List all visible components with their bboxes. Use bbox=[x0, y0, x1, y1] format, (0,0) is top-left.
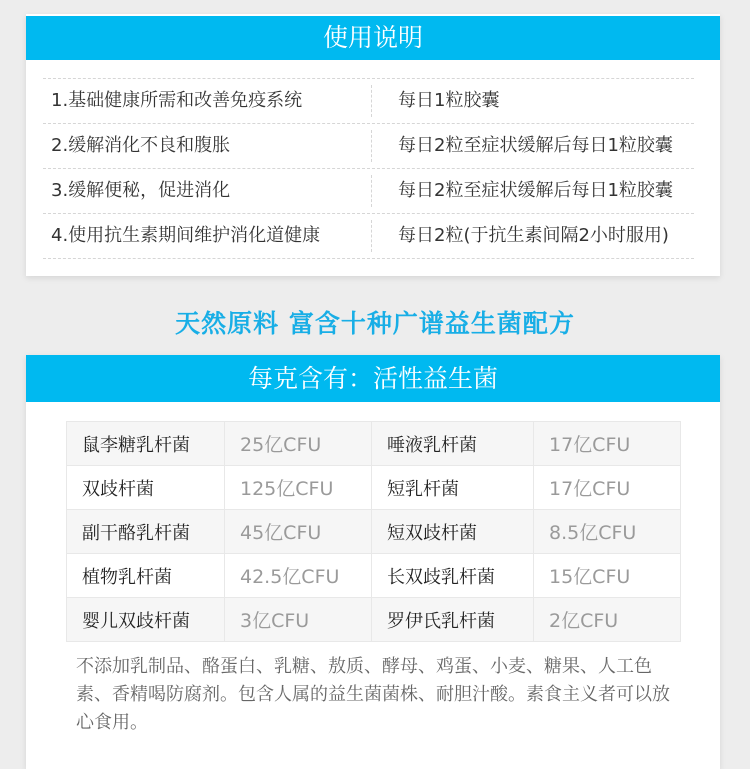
strain-amount: 42.5亿CFU bbox=[225, 554, 372, 598]
strain-amount: 3亿CFU bbox=[225, 598, 372, 642]
table-row bbox=[67, 598, 681, 642]
strain-name: 唾液乳杆菌 bbox=[372, 422, 534, 466]
usage-dosage: 每日1粒胶囊 bbox=[398, 90, 500, 111]
formula-headline: 天然原料 富含十种广谱益生菌配方 bbox=[175, 309, 575, 338]
strain-amount: 8.5亿CFU bbox=[534, 510, 681, 554]
usage-purpose: 1.基础健康所需和改善免疫系统 bbox=[51, 90, 303, 111]
usage-dosage: 每日2粒(于抗生素间隔2小时服用) bbox=[398, 225, 669, 246]
usage-purpose: 2.缓解消化不良和腹胀 bbox=[51, 135, 231, 156]
strain-title: 每克含有：活性益生菌 bbox=[26, 355, 720, 402]
usage-row bbox=[43, 168, 694, 213]
usage-row bbox=[43, 213, 694, 259]
usage-purpose: 3.缓解便秘，促进消化 bbox=[51, 180, 231, 201]
column-divider bbox=[371, 175, 372, 207]
usage-row bbox=[43, 123, 694, 168]
table-row bbox=[67, 510, 681, 554]
strain-amount: 15亿CFU bbox=[534, 554, 681, 598]
strain-name: 短乳杆菌 bbox=[372, 466, 534, 510]
strain-name: 鼠李糖乳杆菌 bbox=[67, 422, 225, 466]
strain-name: 短双歧杆菌 bbox=[372, 510, 534, 554]
usage-table bbox=[43, 78, 694, 259]
ingredient-note: 不添加乳制品、酪蛋白、乳糖、敖质、酵母、鸡蛋、小麦、糖果、人工色素、香精喝防腐剂。包含人属的益生菌菌株、耐胆汁酸。素食主义者可以放心食用。 bbox=[76, 656, 670, 733]
strain-name: 植物乳杆菌 bbox=[67, 554, 225, 598]
table-row bbox=[67, 422, 681, 466]
column-divider bbox=[371, 85, 372, 117]
usage-row bbox=[43, 78, 694, 123]
strain-amount: 45亿CFU bbox=[225, 510, 372, 554]
strain-amount: 25亿CFU bbox=[225, 422, 372, 466]
usage-purpose: 4.使用抗生素期间维护消化道健康 bbox=[51, 225, 321, 246]
strain-amount: 125亿CFU bbox=[225, 466, 372, 510]
column-divider bbox=[371, 130, 372, 162]
table-row bbox=[67, 466, 681, 510]
strain-card bbox=[26, 355, 720, 769]
usage-title: 使用说明 bbox=[26, 16, 720, 60]
usage-dosage: 每日2粒至症状缓解后每日1粒胶囊 bbox=[398, 180, 673, 201]
usage-dosage: 每日2粒至症状缓解后每日1粒胶囊 bbox=[398, 135, 673, 156]
strain-name: 双歧杆菌 bbox=[67, 466, 225, 510]
column-divider bbox=[371, 220, 372, 252]
usage-card bbox=[26, 14, 720, 276]
strain-name: 罗伊氏乳杆菌 bbox=[372, 598, 534, 642]
strain-name: 长双歧乳杆菌 bbox=[372, 554, 534, 598]
strain-table bbox=[66, 421, 681, 642]
strain-amount: 17亿CFU bbox=[534, 466, 681, 510]
strain-amount: 2亿CFU bbox=[534, 598, 681, 642]
table-row bbox=[67, 554, 681, 598]
strain-name: 副干酪乳杆菌 bbox=[67, 510, 225, 554]
strain-amount: 17亿CFU bbox=[534, 422, 681, 466]
strain-name: 婴儿双歧杆菌 bbox=[67, 598, 225, 642]
